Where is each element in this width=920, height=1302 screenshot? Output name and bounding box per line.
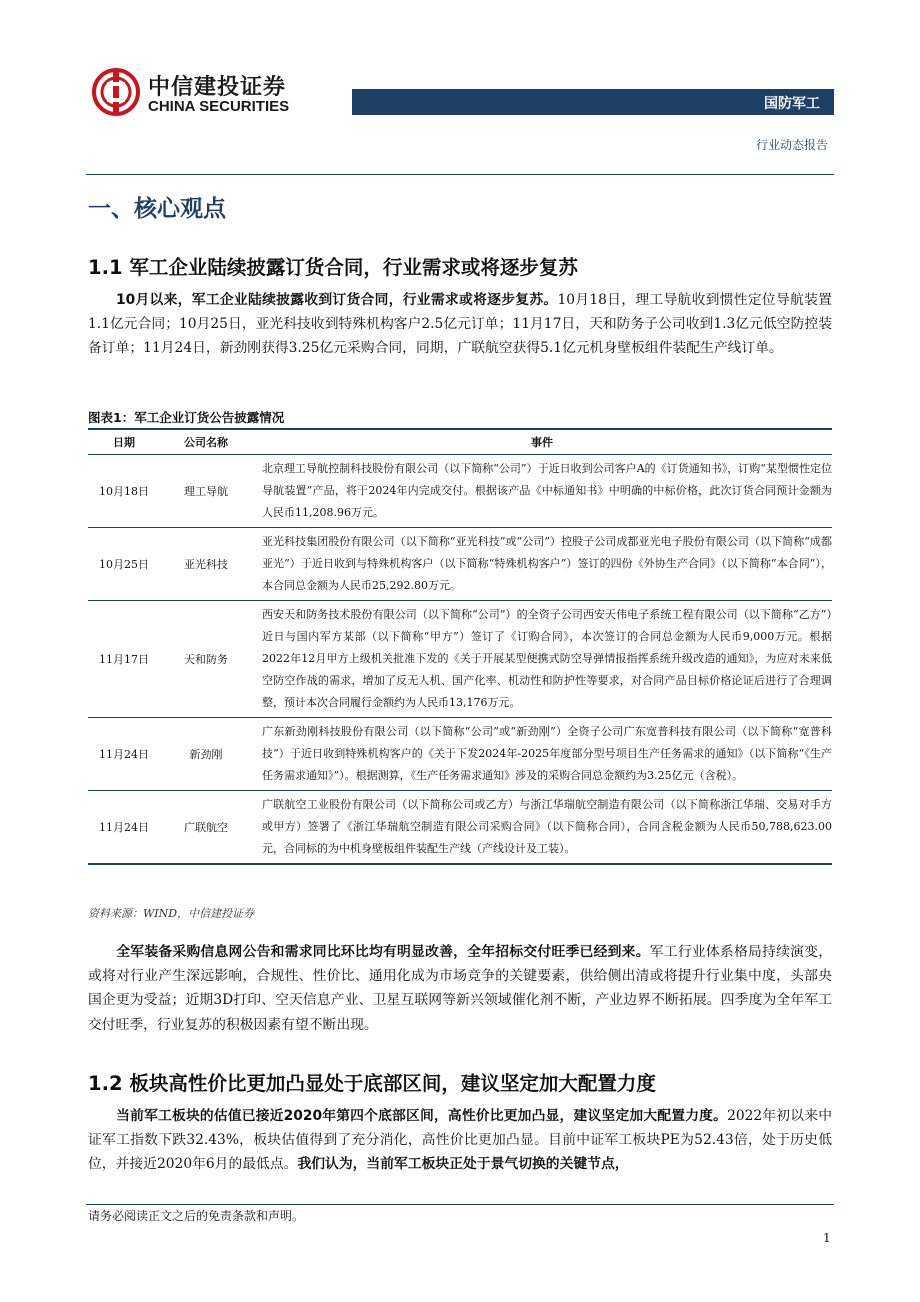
section-title: 一、核心观点 bbox=[88, 196, 226, 222]
row-event: 北京理工导航控制科技股份有限公司（以下简称“公司”）于近日收到公司客户A的《订货通知书》，订购“某型惯性定位导航装置”产品，将于2024年内完成交付。根据该产品《中标通知书》中明确的中标价格，此次订货合同预计金额为人民币11,208.96万元。 bbox=[252, 455, 832, 528]
table-row bbox=[88, 455, 832, 528]
sector-header-bar bbox=[352, 89, 834, 115]
column-header-company: 公司名称 bbox=[160, 429, 252, 455]
logo-chinese-name: 中信建投证券 bbox=[148, 75, 287, 100]
row-company: 理工导航 bbox=[160, 455, 252, 528]
row-event: 西安天和防务技术股份有限公司（以下简称“公司”）的全资子公司西安天伟电子系统工程有限公司（以下简称“乙方”）近日与国内军方某部（以下简称“甲方”）签订了《订购合同》，本次签订的合同总金额为人民币9,000万元。根据2022年12月甲方上级机关批准下发的《关于开展某型便携式防空导弹情报指挥系统升级改造的通知》，为应对未来低空防空作战的需求，增加了反无人机、国产化率、机动性和防护性等要求，对合同产品目标价格论证后进行了合理调整，预计本次合同履行金额约为人民币13,176万元。 bbox=[252, 601, 832, 718]
row-company: 广联航空 bbox=[160, 791, 252, 865]
paragraph-body: 10月18日，理工导航收到惯性定位导航装置1.1亿元合同；10月25日，亚光科技收到特殊机构客户2.5亿元订单；11月17日，天和防务子公司收到1.3亿元低空防控装备订单；11月24日，新劲刚获得3.25亿元采购合同，同期，广联航空获得5.1亿元机身壁板组件装配生产线订单。 bbox=[88, 292, 832, 357]
figure-caption: 图表1：军工企业订货公告披露情况 bbox=[88, 410, 285, 425]
data-source-note: 资料来源：WIND，中信建投证券 bbox=[88, 907, 255, 920]
paragraph-valuation bbox=[88, 1104, 832, 1177]
row-date: 11月17日 bbox=[88, 601, 160, 718]
table-row bbox=[88, 601, 832, 718]
order-announcements-table bbox=[88, 428, 832, 865]
row-date: 11月24日 bbox=[88, 791, 160, 865]
row-event: 广联航空工业股份有限公司（以下简称公司或乙方）与浙江华瑞航空制造有限公司（以下简称浙江华瑞、交易对手方或甲方）签署了《浙江华瑞航空制造有限公司采购合同》（以下简称合同），合同含税金额为人民币50,788,623.00元，合同标的为中机身壁板组件装配生产线（产线设计及工装）。 bbox=[252, 791, 832, 865]
company-logo bbox=[92, 68, 312, 120]
row-company: 天和防务 bbox=[160, 601, 252, 718]
table-row bbox=[88, 718, 832, 791]
paragraph-order-contracts bbox=[88, 288, 832, 361]
row-company: 新劲刚 bbox=[160, 718, 252, 791]
row-date: 10月18日 bbox=[88, 455, 160, 528]
sector-tag: 国防军工 bbox=[764, 96, 820, 112]
row-event: 亚光科技集团股份有限公司（以下简称“亚光科技”或“公司”）控股子公司成都亚光电子股份有限公司（以下简称“成都亚光”）于近日收到与特殊机构客户（以下简称“特殊机构客户”）签订的四份《外协生产合同》（以下简称“本合同”），本合同总金额为人民币25,292.80万元。 bbox=[252, 528, 832, 601]
report-type: 行业动态报告 bbox=[755, 138, 828, 152]
paragraph-lead: 当前军工板块的估值已接近2020年第四个底部区间，高性价比更加凸显，建议坚定加大配置力度。 bbox=[116, 1108, 728, 1124]
header-divider bbox=[86, 174, 834, 175]
row-event: 广东新劲刚科技股份有限公司（以下简称“公司”或“新劲刚”）全资子公司广东宽普科技有限公司（以下简称“宽普科技”）于近日收到特殊机构客户的《关于下发2024年-2025年度部分型号项目生产任务需求的通知》（以下简称“《生产任务需求通知》”）。根据测算，《生产任务需求通知》涉及的采购合同总金额约为3.25亿元（含税）。 bbox=[252, 718, 832, 791]
row-date: 10月25日 bbox=[88, 528, 160, 601]
subsection-title-1-2: 1.2 板块高性价比更加凸显处于底部区间，建议坚定加大配置力度 bbox=[88, 1072, 656, 1095]
subsection-title-1-1: 1.1 军工企业陆续披露订货合同，行业需求或将逐步复苏 bbox=[88, 256, 578, 279]
paragraph-lead: 全军装备采购信息网公告和需求同比环比均有明显改善，全年招标交付旺季已经到来。 bbox=[116, 944, 650, 960]
column-header-date: 日期 bbox=[88, 429, 160, 455]
paragraph-lead: 10月以来，军工企业陆续披露收到订货合同，行业需求或将逐步复苏。 bbox=[116, 292, 558, 308]
disclaimer-note: 请务必阅读正文之后的免责条款和声明。 bbox=[88, 1209, 305, 1223]
row-date: 11月24日 bbox=[88, 718, 160, 791]
paragraph-body: 军工行业体系格局持续演变，或将对行业产生深远影响，合规性、性价比、通用化成为市场竞争的关键要素，供给侧出清或将提升行业集中度，头部央国企更为受益；近期3D打印、空天信息产业、卫星互联网等新兴领域催化剂不断，产业边界不断拓展。四季度为全年军工交付旺季，行业复苏的积极因素有望不断出现。 bbox=[88, 944, 833, 1033]
table-row bbox=[88, 528, 832, 601]
paragraph-conclusion: 我们认为，当前军工板块正处于景气切换的关键节点， bbox=[297, 1156, 629, 1173]
logo-english-name: CHINA SECURITIES bbox=[148, 98, 290, 115]
table-header-row bbox=[88, 429, 832, 455]
footer-divider bbox=[86, 1204, 834, 1205]
page-number: 1 bbox=[823, 1231, 831, 1245]
column-header-event: 事件 bbox=[252, 429, 832, 455]
row-company: 亚光科技 bbox=[160, 528, 252, 601]
paragraph-procurement bbox=[88, 940, 832, 1037]
logo-emblem-icon bbox=[92, 68, 140, 116]
table-row bbox=[88, 791, 832, 865]
paragraph-body: 2022年初以来中证军工指数下跌32.43%，板块估值得到了充分消化，高性价比更加凸显。目前中证军工板块PE为52.43倍，处于历史低位，并接近2020年6月的最低点。 bbox=[88, 1108, 832, 1173]
